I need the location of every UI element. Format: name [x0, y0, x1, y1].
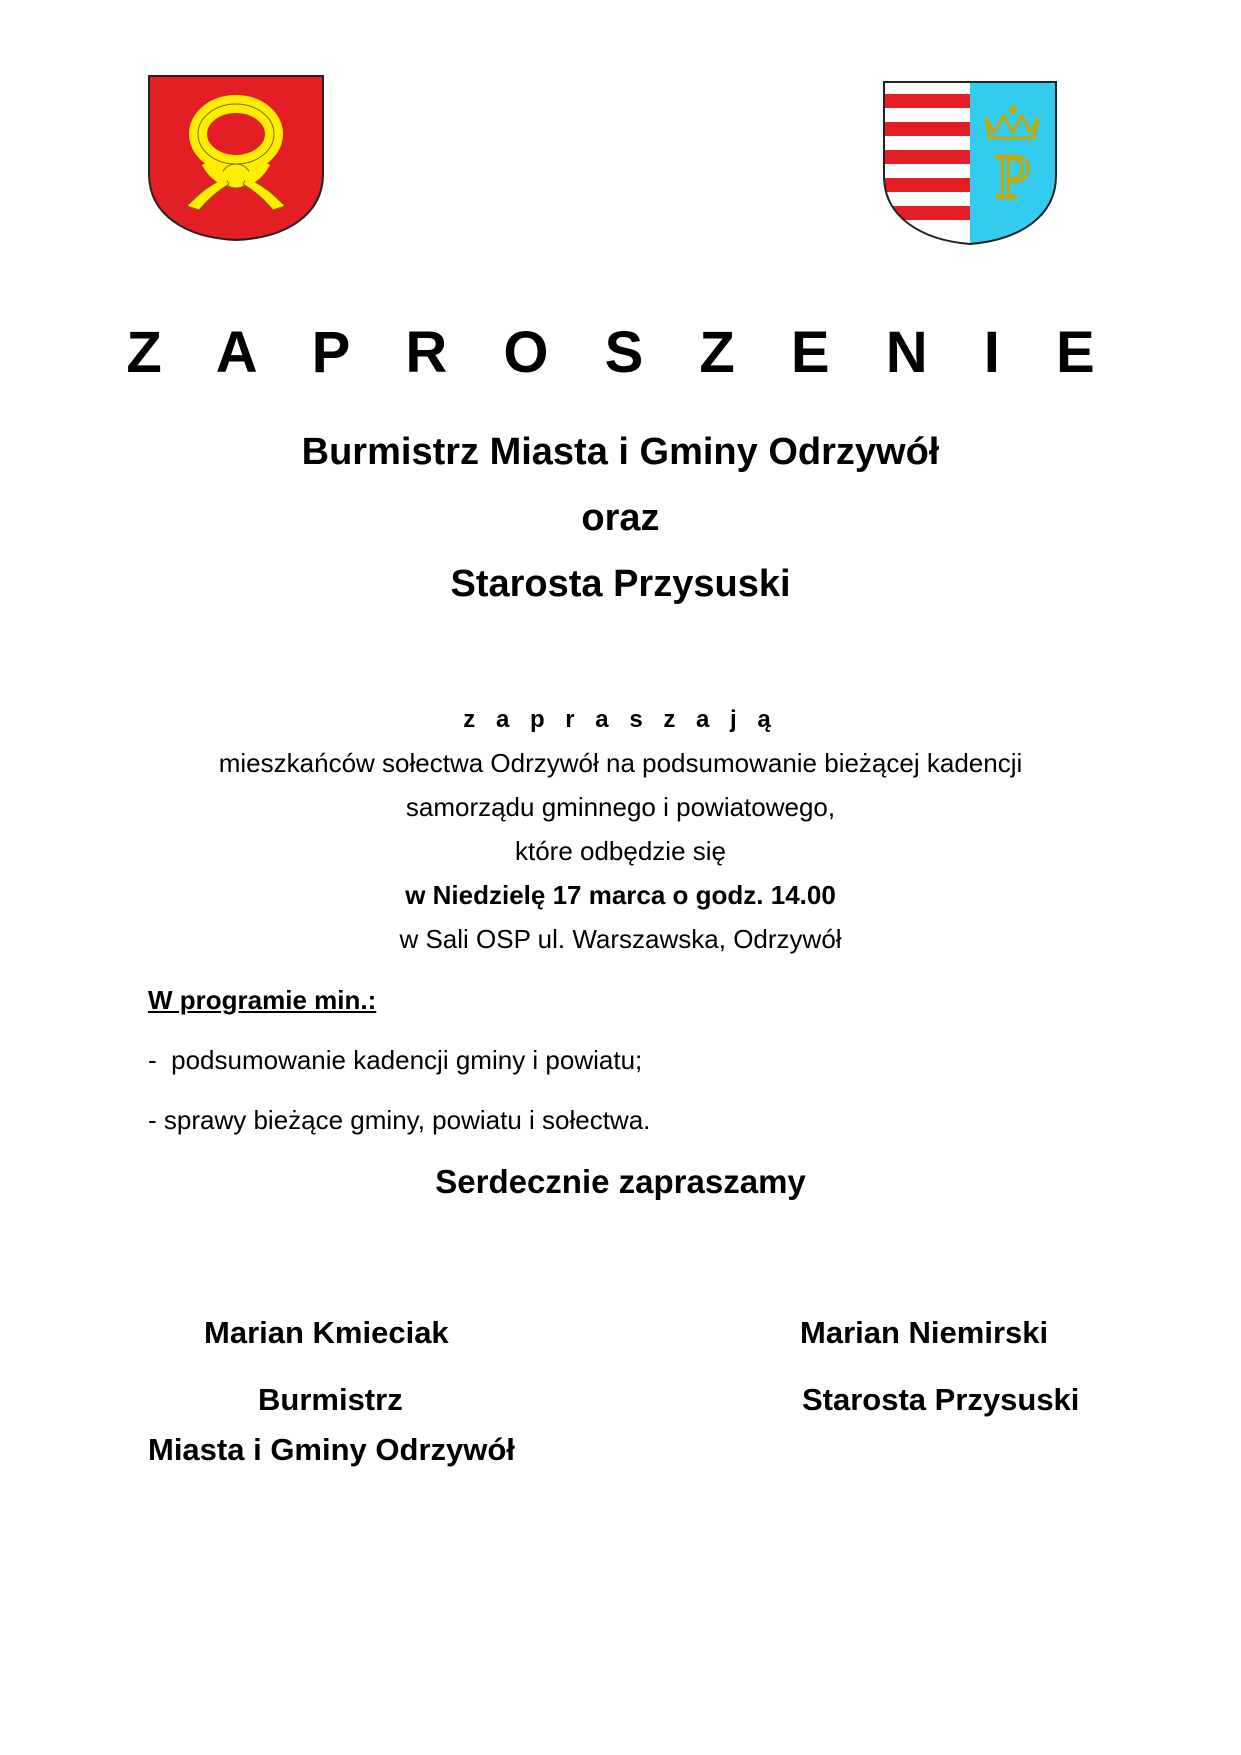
signature-left-role-2: Miasta i Gminy Odrzywół — [148, 1432, 515, 1467]
event-place: w Sali OSP ul. Warszawska, Odrzywół — [399, 924, 842, 954]
program-heading: W programie min.: — [148, 985, 377, 1015]
program-item: - sprawy bieżące gminy, powiatu i sołectwa. — [148, 1105, 651, 1135]
program-item: - podsumowanie kadencji gminy i powiatu; — [148, 1045, 643, 1075]
invite-line-2: samorządu gminnego i powiatowego, — [405, 792, 836, 822]
event-date: w Niedzielę 17 marca o godz. 14.00 — [405, 880, 836, 910]
przysucha-county-coat-of-arms-icon — [882, 80, 1058, 246]
closing-text: Serdecznie zapraszamy — [435, 1163, 806, 1200]
invite-line-1: mieszkańców sołectwa Odrzywół na podsumowanie bieżącej kadencji — [218, 748, 1023, 778]
signature-right-name: Marian Niemirski — [800, 1315, 1049, 1350]
host-line-2: oraz — [581, 497, 660, 539]
host-line-3: Starosta Przysuski — [450, 563, 791, 605]
host-line-1: Burmistrz Miasta i Gminy Odrzywół — [301, 431, 940, 473]
crest-letter: P — [995, 141, 1031, 212]
signature-left-role: Burmistrz — [258, 1382, 403, 1417]
page-title: Z A P R O S Z E N I E — [126, 320, 1115, 385]
invite-verb: z a p r a s z a j ą — [463, 706, 778, 733]
signature-left-name: Marian Kmieciak — [204, 1315, 449, 1350]
odrzywol-coat-of-arms-icon — [147, 74, 325, 242]
invite-line-3: które odbędzie się — [514, 836, 727, 866]
signature-right-role: Starosta Przysuski — [802, 1382, 1080, 1417]
